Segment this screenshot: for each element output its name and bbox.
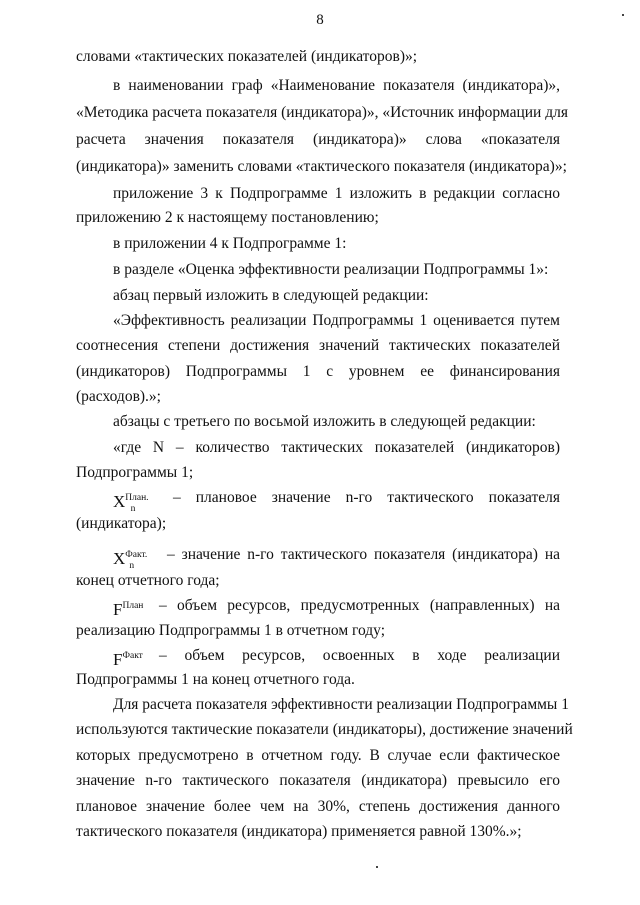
text-line: Подпрограммы 1;: [76, 464, 194, 481]
page-number: 8: [316, 12, 324, 28]
text-line: приложение 3 к Подпрограмме 1 изложить в редакции согласно: [113, 185, 560, 202]
text-line: в наименовании граф «Наименование показателя (индикатора)»,: [113, 77, 560, 94]
symbol-x-plan: $X^{План.}_n$: [113, 492, 149, 514]
text-line: Подпрограммы 1 на конец отчетного года.: [76, 671, 355, 688]
text-line: конец отчетного года;: [76, 572, 220, 589]
scan-speck: [376, 866, 378, 868]
text-line: в разделе «Оценка эффективности реализации Подпрограммы 1»:: [113, 261, 549, 278]
formula-line-f-fact: [113, 646, 560, 671]
text-line: (расходов).»;: [76, 388, 161, 405]
text-line: абзац первый изложить в следующей редакции:: [113, 287, 429, 304]
symbol-x-fact: $X^{Факт.}_n$: [113, 549, 148, 571]
text-line: – плановое значение n-го тактического показателя: [173, 489, 560, 506]
text-line: в приложении 4 к Подпрограмме 1:: [113, 235, 347, 252]
text-line: – объем ресурсов, освоенных в ходе реализации: [159, 647, 560, 664]
scan-speck: [622, 14, 624, 16]
formula-line-f-plan: [113, 596, 560, 621]
text-line: «где N – количество тактических показателей (индикаторов): [113, 439, 560, 456]
text-line: словами «тактических показателей (индикаторов)»;: [76, 48, 418, 65]
text-line: «Эффективность реализации Подпрограммы 1 оценивается путем: [113, 312, 560, 329]
text-line: – объем ресурсов, предусмотренных (направленных) на: [159, 597, 560, 614]
text-line: соотнесения степени достижения значений тактических показателей: [76, 337, 560, 354]
text-line: которых предусмотрено в отчетном году. В случае если фактическое: [76, 747, 560, 764]
text-line: (индикаторов) Подпрограммы 1 с уровнем ее финансирования: [76, 363, 560, 380]
symbol-f-plan: $F^{План}$: [113, 600, 144, 619]
symbol-f-fact: $F^{Факт}$: [113, 650, 143, 669]
text-line: тактического показателя (индикатора) применяется равной 130%.»;: [76, 823, 522, 840]
text-line: приложению 2 к настоящему постановлению;: [76, 209, 379, 226]
text-line: расчета значения показателя (индикатора)» слова «показателя: [76, 131, 560, 148]
text-line: (индикатора);: [76, 515, 167, 532]
text-line: Для расчета показателя эффективности реализации Подпрограммы 1: [113, 696, 569, 713]
text-line: «Методика расчета показателя (индикатора)», «Источник информации для: [76, 104, 568, 121]
text-line: – значение n-го тактического показателя (индикатора) на: [167, 546, 560, 563]
text-line: плановое значение более чем на 30%, степень достижения данного: [76, 798, 560, 815]
text-line: реализацию Подпрограммы 1 в отчетном году;: [76, 622, 386, 639]
text-line: используются тактические показатели (индикаторы), достижение значений: [76, 721, 573, 738]
text-line: (индикатора)» заменить словами «тактического показателя (индикатора)»;: [76, 158, 567, 175]
text-line: значение n-го тактического показателя (индикатора) превысило его: [76, 772, 560, 789]
text-line: абзацы с третьего по восьмой изложить в следующей редакции:: [113, 413, 536, 430]
